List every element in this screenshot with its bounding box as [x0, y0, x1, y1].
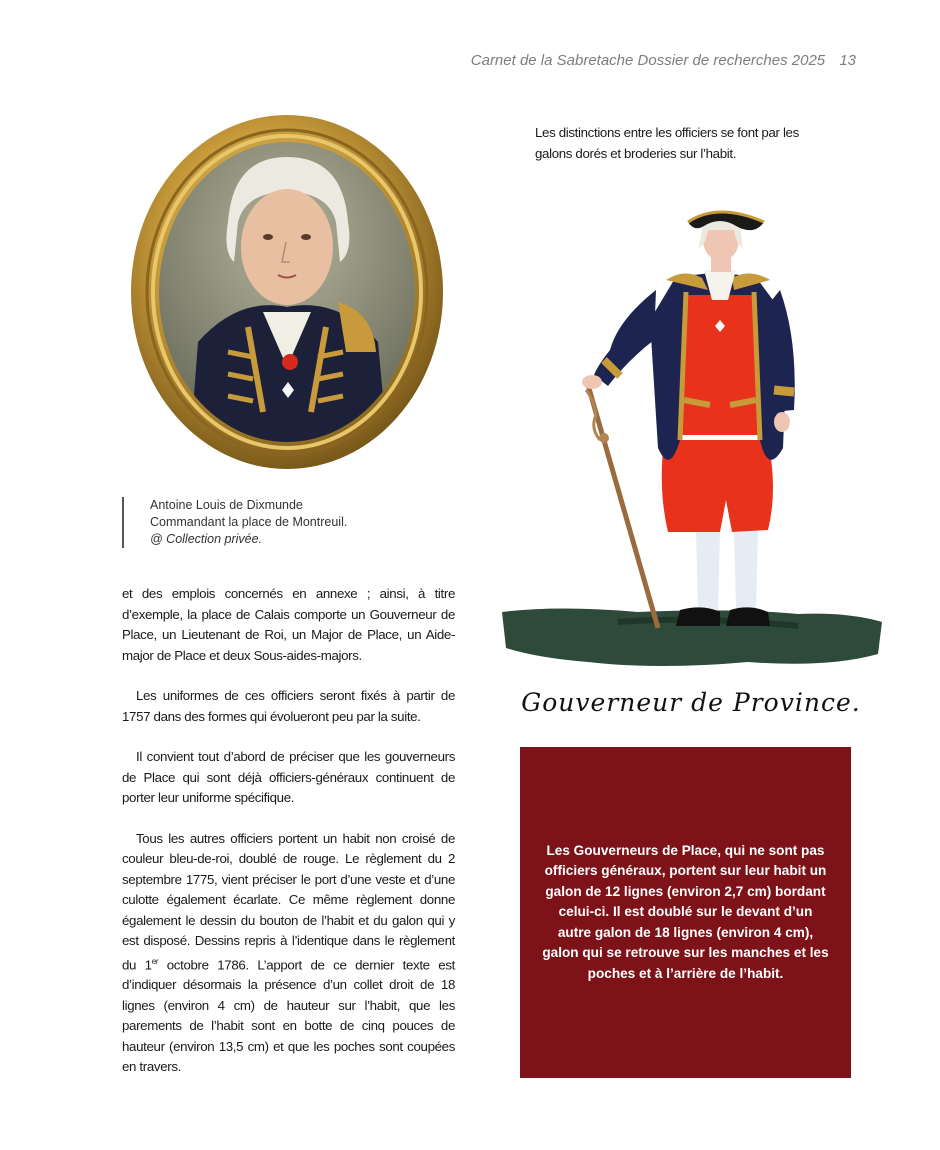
caption-role: Commandant la place de Montreuil.: [150, 515, 348, 529]
running-header: [471, 52, 856, 69]
body-text: [122, 584, 455, 1098]
paragraph-4-part-1: Tous les autres officiers portent un habit non croisé de couleur bleu-de-roi, doublé de rouge. Le règlement du 2 septembre 1775, vient préciser le port d’une veste et d’une culotte également écarlate. Ce même règlement donne également le dessin du bouton de l’habit et du galon qui y est disposé. Dessins repris à l’identique dans le règlement du 1: [122, 830, 455, 972]
ordinal-suffix: er: [151, 956, 159, 966]
paragraph-1: et des emplois concernés en annexe ; ainsi, à titre d’exemple, la place de Calais comporte un Gouverneur de Place, un Lieutenant de Roi, un Major de Place, un Aide-major de Place et deux Sous-aides-majors.: [122, 586, 455, 663]
caption-credit: @ Collection privée.: [150, 532, 263, 546]
callout-box: [520, 747, 851, 1078]
portrait-caption: [122, 497, 347, 548]
waistcoat: [680, 288, 760, 435]
paragraph-2: Les uniformes de ces officiers seront fixés à partir de 1757 dans des formes qui évolueront peu par la suite.: [122, 688, 455, 724]
right-intro-text: Les distinctions entre les officiers se font par les galons dorés et broderies sur l’habit.: [535, 125, 799, 161]
paragraph-4: [122, 829, 455, 1078]
governor-illustration: [498, 200, 884, 680]
paragraph-4-part-2: octobre 1786. L’apport de ce dernier texte est d’indiquer désormais la présence d’un collet droit de 18 lignes (environ 4 cm) de hauteur sur l’habit, que les parements de l’habit sont en botte de cinq pouces de hauteur (environ 13,5 cm) et que les poches sont coupées en travers.: [122, 956, 455, 1075]
running-title: Carnet de la Sabretache Dossier de recherches 2025: [470, 52, 826, 69]
page-number: 13: [839, 52, 856, 69]
portrait-image: [128, 112, 446, 474]
caption-name: Antoine Louis de Dixmunde: [150, 498, 303, 512]
paragraph-3: Il convient tout d’abord de préciser que les gouverneurs de Place qui sont déjà officiers-généraux continuent de porter leur uniforme spécifique.: [122, 749, 455, 805]
callout-text: Les Gouverneurs de Place, qui ne sont pas officiers généraux, portent sur leur habit un galon de 12 lignes (environ 2,7 cm) bordant celui-ci. Il est doublé sur le devant d’un autre galon de 18 lignes (environ 4 cm), galon qui se retrouve sur les manches et les poches et à l’arrière de l’habit.: [542, 843, 829, 981]
illustration-caption: Gouverneur de Province.: [521, 688, 861, 717]
breeches: [662, 440, 773, 532]
left-arm: [594, 290, 656, 386]
